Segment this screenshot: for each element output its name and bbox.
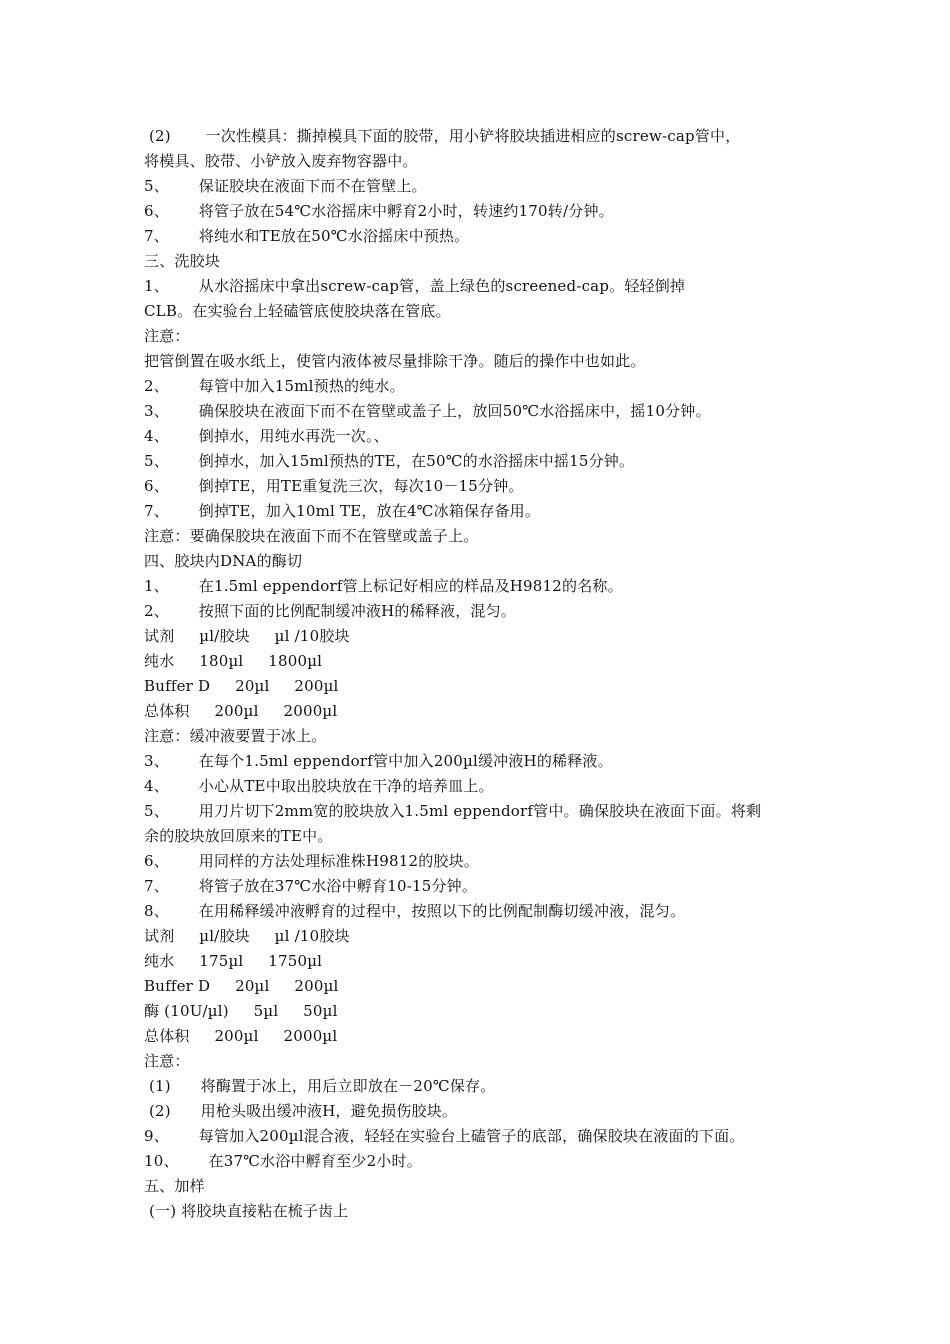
text-line: 1、 从水浴摇床中拿出screw-cap管，盖上绿色的screened-cap。轻轻倒掉	[144, 277, 686, 295]
recipe-row: 纯水 180µl 1800µl	[144, 652, 323, 670]
text-line: 4、 小心从TE中取出胶块放在干净的培养皿上。	[144, 777, 494, 795]
recipe-row: Buffer D 20µl 200µl	[144, 977, 339, 995]
text-line: 7、 将纯水和TE放在50℃水浴摇床中预热。	[144, 227, 470, 245]
text-line: (2) 用枪头吸出缓冲液H，避免损伤胶块。	[144, 1102, 458, 1120]
recipe-row: 总体积 200µl 2000µl	[144, 702, 338, 720]
text-line: 6、 用同样的方法处理标准株H9812的胶块。	[144, 852, 480, 870]
text-line: 2、 按照下面的比例配制缓冲液H的稀释液，混匀。	[144, 602, 517, 620]
note-label: 注意：	[144, 1052, 190, 1070]
note-line: 注意：要确保胶块在液面下而不在管壁或盖子上。	[144, 527, 479, 545]
text-line: 5、 用刀片切下2mm宽的胶块放入1.5ml eppendorf管中。确保胶块在液面下面。将剩	[144, 802, 762, 820]
text-line: 1、 在1.5ml eppendorf管上标记好相应的样品及H9812的名称。	[144, 577, 623, 595]
text-line: 8、 在用稀释缓冲液孵育的过程中，按照以下的比例配制酶切缓冲液，混匀。	[144, 902, 686, 920]
text-line: 6、 倒掉TE，用TE重复洗三次，每次10－15分钟。	[144, 477, 524, 495]
text-line: (1) 将酶置于冰上，用后立即放在－20℃保存。	[144, 1077, 496, 1095]
text-line: 9、 每管加入200µl混合液，轻轻在实验台上磕管子的底部，确保胶块在液面的下面。	[144, 1127, 745, 1145]
note-line: 注意：缓冲液要置于冰上。	[144, 727, 327, 745]
text-line: (2) 一次性模具：撕掉模具下面的胶带，用小铲将胶块插进相应的screw-cap管中，	[144, 127, 741, 145]
recipe-header: 试剂 µl/胶块 µl /10胶块	[144, 927, 350, 945]
text-line: 7、 倒掉TE，加入10ml TE，放在4℃冰箱保存备用。	[144, 502, 541, 520]
text-line: 2、 每管中加入15ml预热的纯水。	[144, 377, 405, 395]
text-line: 5、 倒掉水，加入15ml预热的TE，在50℃的水浴摇床中摇15分钟。	[144, 452, 635, 470]
text-line: 把管倒置在吸水纸上，使管内液体被尽量排除干净。随后的操作中也如此。	[144, 352, 646, 370]
recipe-row: Buffer D 20µl 200µl	[144, 677, 339, 695]
text-line: 10、 在37℃水浴中孵育至少2小时。	[144, 1152, 422, 1170]
recipe-header: 试剂 µl/胶块 µl /10胶块	[144, 627, 350, 645]
section-heading: 五、加样	[144, 1177, 205, 1195]
document-body	[144, 124, 824, 1224]
text-line: 6、 将管子放在54℃水浴摇床中孵育2小时，转速约170转/分钟。	[144, 202, 614, 220]
text-line: 将模具、胶带、小铲放入废弃物容器中。	[144, 152, 418, 170]
text-line: 3、 在每个1.5ml eppendorf管中加入200µl缓冲液H的稀释液。	[144, 752, 613, 770]
text-line: 7、 将管子放在37℃水浴中孵育10-15分钟。	[144, 877, 478, 895]
text-line: 余的胶块放回原来的TE中。	[144, 827, 333, 845]
recipe-row: 总体积 200µl 2000µl	[144, 1027, 338, 1045]
text-line: 4、 倒掉水，用纯水再洗一次。、	[144, 427, 389, 445]
section-heading: 三、洗胶块	[144, 252, 221, 270]
subsection-heading: (一) 将胶块直接粘在梳子齿上	[144, 1202, 349, 1220]
note-label: 注意：	[144, 327, 190, 345]
recipe-row: 纯水 175µl 1750µl	[144, 952, 323, 970]
recipe-row: 酶 (10U/µl) 5µl 50µl	[144, 1002, 338, 1020]
text-line: 3、 确保胶块在液面下而不在管壁或盖子上，放回50℃水浴摇床中，摇10分钟。	[144, 402, 711, 420]
section-heading: 四、胶块内DNA的酶切	[144, 552, 303, 570]
text-line: CLB。在实验台上轻磕管底使胶块落在管底。	[144, 302, 451, 320]
text-line: 5、 保证胶块在液面下而不在管壁上。	[144, 177, 427, 195]
